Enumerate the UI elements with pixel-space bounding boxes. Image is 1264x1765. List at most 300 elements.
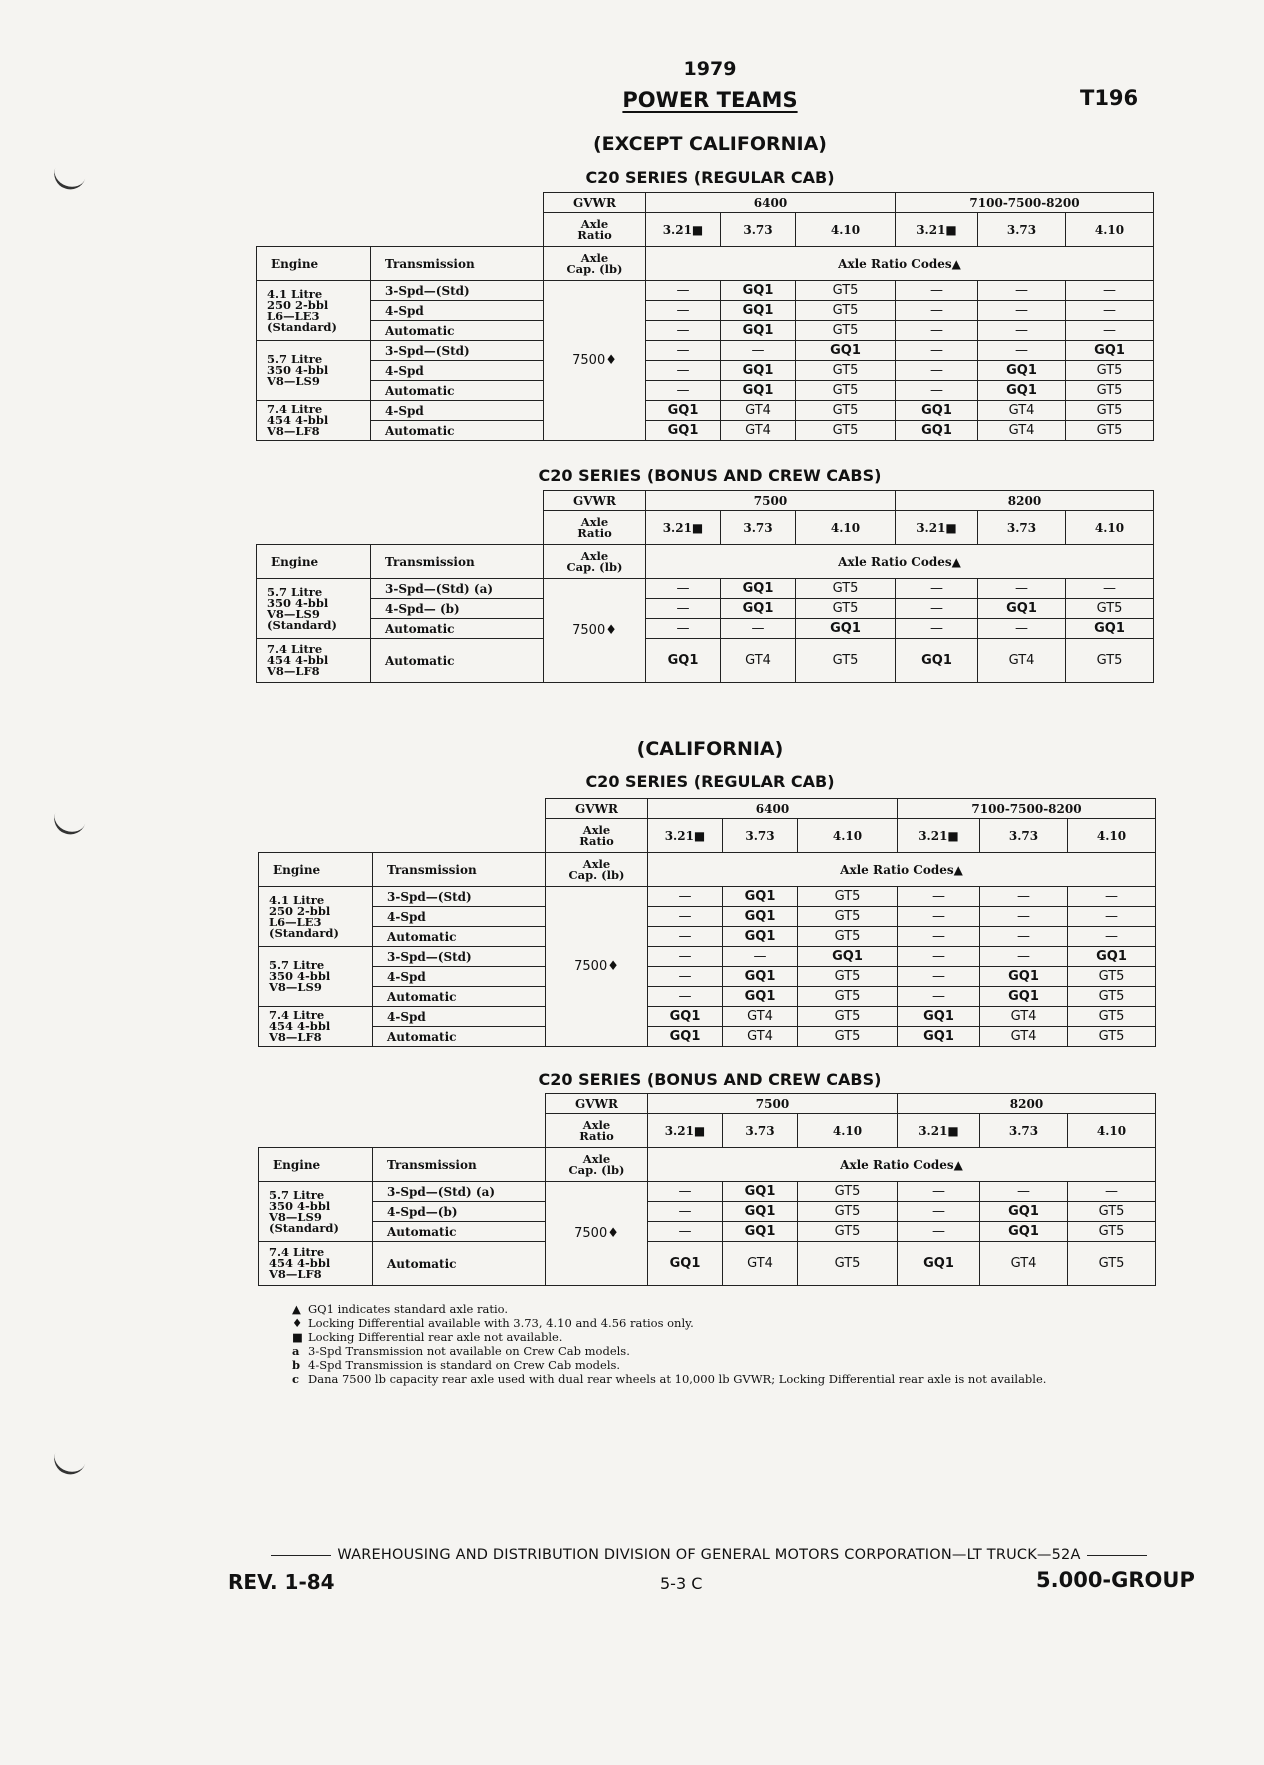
gvwr-group: 7500 xyxy=(646,491,896,511)
axle-code-cell: GQ1 xyxy=(796,619,896,639)
axle-code-cell: — xyxy=(721,619,796,639)
axle-ratio-table xyxy=(258,1093,1156,1286)
axle-code-cell: — xyxy=(898,987,980,1007)
axle-code-cell: GQ1 xyxy=(648,1027,723,1047)
transmission-cell: Automatic xyxy=(371,321,544,341)
transmission-cell: 3-Spd—(Std) xyxy=(373,887,546,907)
engine-cell xyxy=(257,281,371,341)
table-row xyxy=(257,401,1154,421)
axle-cap-label-line: Axle xyxy=(580,548,609,563)
table-row xyxy=(257,619,1154,639)
blank-cell xyxy=(259,799,546,819)
engine-line: V8—LS9 xyxy=(269,980,322,994)
axle-ratio-value: 4.10 xyxy=(1066,213,1154,247)
table-row xyxy=(257,281,1154,301)
page-title-text: POWER TEAMS xyxy=(622,88,798,112)
axle-code-cell: GT5 xyxy=(798,927,898,947)
gvwr-group: 8200 xyxy=(898,1094,1156,1114)
axle-code-cell: GQ1 xyxy=(898,1007,980,1027)
transmission-cell: Automatic xyxy=(371,381,544,401)
axle-code-cell: GT5 xyxy=(1066,361,1154,381)
page-title xyxy=(560,88,860,112)
axle-cap-label xyxy=(546,1148,648,1182)
axle-code-cell: GQ1 xyxy=(721,361,796,381)
footnote-symbol: a xyxy=(292,1344,300,1358)
axle-capacity-cell: 7500♦ xyxy=(546,1182,648,1286)
transmission-cell: Automatic xyxy=(373,1242,546,1286)
gvwr-label: GVWR xyxy=(546,1094,648,1114)
axle-code-cell: GQ1 xyxy=(798,947,898,967)
axle-code-cell: GQ1 xyxy=(723,1222,798,1242)
engine-line: 7.4 Litre xyxy=(267,642,323,656)
axle-code-cell: GQ1 xyxy=(723,987,798,1007)
engine-line: V8—LF8 xyxy=(267,664,320,678)
gvwr-group: 7100-7500-8200 xyxy=(896,193,1154,213)
table-title: C20 SERIES (BONUS AND CREW CABS) xyxy=(538,1070,882,1089)
axle-code-cell: GQ1 xyxy=(1066,341,1154,361)
axle-code-cell: — xyxy=(898,967,980,987)
axle-code-cell: GQ1 xyxy=(980,1202,1068,1222)
axle-code-cell: GQ1 xyxy=(721,579,796,599)
engine-line: 5.7 Litre xyxy=(269,1187,325,1202)
axle-code-cell: GQ1 xyxy=(1068,947,1156,967)
axle-ratio-table xyxy=(256,490,1154,683)
blank-cell xyxy=(257,511,544,545)
footnote-symbol: ▲ xyxy=(292,1302,301,1316)
transmission-cell: Automatic xyxy=(373,1027,546,1047)
axle-code-cell: GT5 xyxy=(1066,401,1154,421)
axle-ratio-label-line: Axle xyxy=(580,514,609,529)
axle-ratio-value: 3.73 xyxy=(978,511,1066,545)
axle-code-cell: — xyxy=(980,887,1068,907)
axle-code-cell: — xyxy=(896,341,978,361)
axle-code-cell: GT4 xyxy=(721,421,796,441)
axle-ratio-value: 4.10 xyxy=(796,511,896,545)
axle-cap-label xyxy=(546,853,648,887)
axle-code-cell: — xyxy=(646,281,721,301)
axle-ratio-label-line: Axle xyxy=(580,216,609,231)
axle-code-cell: GT4 xyxy=(978,401,1066,421)
punch-mark xyxy=(50,165,87,194)
page-code: T196 xyxy=(1080,86,1139,110)
axle-ratio-value: 3.21■ xyxy=(648,819,723,853)
engine-line: 7.4 Litre xyxy=(269,1008,325,1022)
axle-code-cell: — xyxy=(1068,887,1156,907)
axle-code-cell: GT5 xyxy=(796,321,896,341)
engine-line: 5.7 Litre xyxy=(269,958,325,972)
engine-line: V8—LS9 xyxy=(267,606,320,621)
revision-label: REV. 1-84 xyxy=(228,1570,335,1594)
axle-code-cell: GQ1 xyxy=(646,401,721,421)
axle-ratio-codes-header: Axle Ratio Codes▲ xyxy=(648,1148,1156,1182)
axle-code-cell: — xyxy=(646,619,721,639)
axle-code-cell: — xyxy=(980,907,1068,927)
column-header-row xyxy=(257,545,1154,579)
transmission-cell: Automatic xyxy=(373,1222,546,1242)
axle-code-cell: GQ1 xyxy=(896,401,978,421)
axle-code-cell: — xyxy=(1068,1182,1156,1202)
axle-code-cell: GT5 xyxy=(1068,1202,1156,1222)
axle-code-cell: — xyxy=(648,987,723,1007)
axle-code-cell: GT5 xyxy=(796,381,896,401)
table-row xyxy=(257,361,1154,381)
axle-ratio-table xyxy=(256,192,1154,441)
axle-ratio-label-line: Ratio xyxy=(577,227,612,242)
engine-line: 5.7 Litre xyxy=(267,584,323,599)
engine-line: 250 2-bbl xyxy=(267,297,329,312)
transmission-cell: 4-Spd xyxy=(373,907,546,927)
axle-ratio-value: 4.10 xyxy=(1068,819,1156,853)
axle-ratio-value: 4.10 xyxy=(796,213,896,247)
axle-code-cell: GT5 xyxy=(796,421,896,441)
axle-code-cell: — xyxy=(646,579,721,599)
axle-code-cell: — xyxy=(978,341,1066,361)
engine-cell xyxy=(257,639,371,683)
axle-code-cell: GT5 xyxy=(1066,639,1154,683)
footnote-symbol: ■ xyxy=(292,1330,303,1344)
table-title: C20 SERIES (REGULAR CAB) xyxy=(585,168,835,187)
engine-cell xyxy=(259,887,373,947)
axle-code-cell: — xyxy=(896,619,978,639)
axle-code-cell: GT5 xyxy=(1066,599,1154,619)
axle-cap-label-line: Cap. (lb) xyxy=(566,559,623,574)
transmission-cell: Automatic xyxy=(373,927,546,947)
axle-ratio-value: 4.10 xyxy=(1068,1114,1156,1148)
footnotes xyxy=(292,1302,1046,1386)
engine-header: Engine xyxy=(257,545,371,579)
axle-code-cell: GQ1 xyxy=(978,599,1066,619)
transmission-cell: 3-Spd—(Std) (a) xyxy=(371,579,544,599)
column-header-row xyxy=(257,247,1154,281)
table-row xyxy=(257,301,1154,321)
engine-line: L6—LE3 xyxy=(269,914,322,929)
table-row xyxy=(259,1027,1156,1047)
transmission-cell: 3-Spd—(Std) xyxy=(371,281,544,301)
axle-code-cell: — xyxy=(898,907,980,927)
axle-code-cell: — xyxy=(646,361,721,381)
california-label: (CALIFORNIA) xyxy=(636,738,784,760)
engine-line: L6—LE3 xyxy=(267,308,320,323)
axle-code-cell: GT4 xyxy=(723,1027,798,1047)
transmission-cell: 4-Spd xyxy=(371,361,544,381)
axle-code-cell: GQ1 xyxy=(978,361,1066,381)
axle-ratio-value: 3.21■ xyxy=(648,1114,723,1148)
footnote xyxy=(292,1358,1046,1372)
gvwr-row xyxy=(257,193,1154,213)
transmission-cell: 4-Spd xyxy=(373,1007,546,1027)
axle-code-cell: — xyxy=(648,947,723,967)
axle-code-cell: GQ1 xyxy=(723,967,798,987)
axle-code-cell: GT5 xyxy=(798,1242,898,1286)
footnote-symbol: c xyxy=(292,1372,300,1386)
axle-code-cell: — xyxy=(648,1222,723,1242)
gvwr-label: GVWR xyxy=(544,491,646,511)
table-row xyxy=(259,1222,1156,1242)
axle-code-cell: GT5 xyxy=(796,599,896,619)
engine-cell xyxy=(257,579,371,639)
axle-code-cell: — xyxy=(978,301,1066,321)
axle-code-cell: GT5 xyxy=(796,639,896,683)
axle-code-cell: GT4 xyxy=(723,1007,798,1027)
table-row xyxy=(257,421,1154,441)
table-row xyxy=(257,381,1154,401)
blank-cell xyxy=(259,1094,546,1114)
axle-cap-label xyxy=(544,545,646,579)
axle-code-cell: GQ1 xyxy=(723,1182,798,1202)
table-row xyxy=(259,967,1156,987)
axle-code-cell: — xyxy=(646,599,721,619)
axle-code-cell: GQ1 xyxy=(980,967,1068,987)
axle-code-cell: — xyxy=(978,281,1066,301)
footer-division-line xyxy=(228,1547,1190,1563)
axle-code-cell: GT5 xyxy=(796,301,896,321)
gvwr-group: 6400 xyxy=(646,193,896,213)
year-heading: 1979 xyxy=(683,58,737,80)
axle-code-cell: GT5 xyxy=(798,1222,898,1242)
axle-code-cell: — xyxy=(898,1182,980,1202)
engine-line: 454 4-bbl xyxy=(267,413,329,427)
gvwr-row xyxy=(259,1094,1156,1114)
engine-line: 454 4-bbl xyxy=(267,653,329,667)
table-title: C20 SERIES (REGULAR CAB) xyxy=(585,772,835,791)
transmission-cell: 4-Spd xyxy=(371,301,544,321)
engine-line: (Standard) xyxy=(267,319,337,334)
engine-line: V8—LS9 xyxy=(267,374,320,388)
axle-ratio-value: 3.73 xyxy=(978,213,1066,247)
axle-ratio-row xyxy=(257,511,1154,545)
axle-code-cell: — xyxy=(896,599,978,619)
engine-line: (Standard) xyxy=(269,1220,339,1235)
engine-header: Engine xyxy=(259,853,373,887)
axle-code-cell: GT5 xyxy=(1068,987,1156,1007)
axle-code-cell: GT4 xyxy=(723,1242,798,1286)
axle-ratio-value: 4.10 xyxy=(798,819,898,853)
axle-code-cell: — xyxy=(898,1202,980,1222)
transmission-header: Transmission xyxy=(373,853,546,887)
axle-code-cell: — xyxy=(723,947,798,967)
axle-code-cell: GT5 xyxy=(796,579,896,599)
axle-ratio-value: 3.21■ xyxy=(646,511,721,545)
table-row xyxy=(259,1202,1156,1222)
axle-code-cell: GQ1 xyxy=(898,1242,980,1286)
gvwr-group: 6400 xyxy=(648,799,898,819)
axle-code-cell: GT5 xyxy=(1066,421,1154,441)
axle-ratio-value: 3.21■ xyxy=(646,213,721,247)
axle-code-cell: GT5 xyxy=(1068,1007,1156,1027)
axle-code-cell: — xyxy=(978,619,1066,639)
axle-code-cell: GT4 xyxy=(721,639,796,683)
axle-ratio-label xyxy=(544,511,646,545)
engine-line: 7.4 Litre xyxy=(267,402,323,416)
axle-cap-label-line: Axle xyxy=(582,856,611,871)
engine-header: Engine xyxy=(259,1148,373,1182)
axle-code-cell: — xyxy=(896,281,978,301)
engine-line: 5.7 Litre xyxy=(267,352,323,366)
engine-cell xyxy=(257,341,371,401)
axle-ratio-row xyxy=(259,819,1156,853)
axle-capacity-cell: 7500♦ xyxy=(544,281,646,441)
engine-cell xyxy=(257,401,371,441)
axle-ratio-codes-header: Axle Ratio Codes▲ xyxy=(646,545,1154,579)
axle-code-cell: GT5 xyxy=(798,1007,898,1027)
gvwr-row xyxy=(257,491,1154,511)
axle-code-cell: — xyxy=(646,301,721,321)
axle-code-cell: — xyxy=(1066,301,1154,321)
axle-code-cell: — xyxy=(648,1182,723,1202)
footnote-symbol: b xyxy=(292,1358,301,1372)
axle-code-cell: GT4 xyxy=(980,1027,1068,1047)
transmission-cell: Automatic xyxy=(371,639,544,683)
axle-code-cell: — xyxy=(898,887,980,907)
table-row xyxy=(259,947,1156,967)
table-row xyxy=(259,987,1156,1007)
footnote-text: Dana 7500 lb capacity rear axle used with dual rear wheels at 10,000 lb GVWR; Locking Differential rear axle is not available. xyxy=(308,1372,1047,1386)
axle-ratio-value: 4.10 xyxy=(1066,511,1154,545)
footer-rule xyxy=(1087,1555,1147,1556)
table-row xyxy=(257,599,1154,619)
engine-cell xyxy=(259,1242,373,1286)
axle-code-cell: — xyxy=(1066,281,1154,301)
axle-code-cell: — xyxy=(646,341,721,361)
engine-header: Engine xyxy=(257,247,371,281)
axle-code-cell: — xyxy=(896,579,978,599)
punch-mark xyxy=(50,1450,87,1479)
axle-code-cell: GT5 xyxy=(798,907,898,927)
axle-code-cell: — xyxy=(898,947,980,967)
footnote xyxy=(292,1344,1046,1358)
axle-code-cell: — xyxy=(896,321,978,341)
transmission-cell: 3-Spd—(Std) xyxy=(373,947,546,967)
axle-ratio-codes-header: Axle Ratio Codes▲ xyxy=(648,853,1156,887)
axle-code-cell: GQ1 xyxy=(796,341,896,361)
gvwr-group: 8200 xyxy=(896,491,1154,511)
axle-code-cell: GT5 xyxy=(798,967,898,987)
axle-code-cell: GT5 xyxy=(796,401,896,421)
axle-code-cell: — xyxy=(896,301,978,321)
engine-cell xyxy=(259,1007,373,1047)
table-row xyxy=(259,1007,1156,1027)
blank-cell xyxy=(257,213,544,247)
gvwr-label: GVWR xyxy=(544,193,646,213)
axle-code-cell: — xyxy=(648,927,723,947)
axle-code-cell: GT5 xyxy=(796,281,896,301)
axle-code-cell: GT5 xyxy=(1068,967,1156,987)
axle-code-cell: GQ1 xyxy=(721,301,796,321)
page-number: 5-3 C xyxy=(660,1574,703,1593)
engine-line: (Standard) xyxy=(267,617,337,632)
transmission-cell: Automatic xyxy=(373,987,546,1007)
gvwr-group: 7500 xyxy=(648,1094,898,1114)
engine-line: 350 4-bbl xyxy=(267,595,329,610)
axle-code-cell: GT5 xyxy=(798,1182,898,1202)
blank-cell xyxy=(257,193,544,213)
axle-code-cell: — xyxy=(646,381,721,401)
axle-code-cell: GQ1 xyxy=(723,887,798,907)
axle-ratio-value: 3.73 xyxy=(723,1114,798,1148)
footer-division-text: WAREHOUSING AND DISTRIBUTION DIVISION OF GENERAL MOTORS CORPORATION—LT TRUCK—52A xyxy=(337,1547,1081,1563)
axle-ratio-value: 3.21■ xyxy=(898,819,980,853)
footnote-text: Locking Differential rear axle not available. xyxy=(308,1330,563,1344)
axle-cap-label-line: Axle xyxy=(580,250,609,265)
axle-code-cell: GT4 xyxy=(978,639,1066,683)
axle-code-cell: — xyxy=(898,1222,980,1242)
engine-line: V8—LF8 xyxy=(269,1267,322,1281)
axle-code-cell: GT5 xyxy=(1068,1027,1156,1047)
axle-code-cell: GT5 xyxy=(796,361,896,381)
axle-code-cell: GQ1 xyxy=(723,907,798,927)
axle-ratio-label xyxy=(546,1114,648,1148)
table-row xyxy=(259,1182,1156,1202)
axle-ratio-row xyxy=(257,213,1154,247)
axle-code-cell: GQ1 xyxy=(646,421,721,441)
axle-cap-label xyxy=(544,247,646,281)
axle-code-cell: GQ1 xyxy=(898,1027,980,1047)
axle-ratio-label-line: Ratio xyxy=(577,525,612,540)
blank-cell xyxy=(257,491,544,511)
footnote-text: Locking Differential available with 3.73, 4.10 and 4.56 ratios only. xyxy=(308,1316,694,1330)
engine-line: V8—LF8 xyxy=(267,424,320,438)
axle-code-cell: GT5 xyxy=(798,1202,898,1222)
column-header-row xyxy=(259,1148,1156,1182)
axle-code-cell: GT4 xyxy=(978,421,1066,441)
engine-line: 350 4-bbl xyxy=(269,969,331,983)
axle-ratio-label-line: Axle xyxy=(582,822,611,837)
axle-cap-label-line: Cap. (lb) xyxy=(568,867,625,882)
table-row xyxy=(259,1242,1156,1286)
axle-code-cell: — xyxy=(646,321,721,341)
axle-code-cell: GQ1 xyxy=(723,1202,798,1222)
footnote xyxy=(292,1302,1046,1316)
gvwr-group: 7100-7500-8200 xyxy=(898,799,1156,819)
axle-code-cell: GT5 xyxy=(798,987,898,1007)
engine-cell xyxy=(259,1182,373,1242)
transmission-cell: 3-Spd—(Std) (a) xyxy=(373,1182,546,1202)
transmission-cell: 4-Spd— (b) xyxy=(371,599,544,619)
axle-capacity-cell: 7500♦ xyxy=(544,579,646,683)
table-row xyxy=(257,321,1154,341)
footnote-symbol: ♦ xyxy=(292,1316,303,1330)
axle-ratio-label-line: Ratio xyxy=(579,833,614,848)
axle-code-cell: GQ1 xyxy=(721,281,796,301)
axle-code-cell: — xyxy=(978,321,1066,341)
engine-line: 250 2-bbl xyxy=(269,903,331,918)
blank-cell xyxy=(259,819,546,853)
engine-line: 350 4-bbl xyxy=(269,1198,331,1213)
axle-ratio-label xyxy=(544,213,646,247)
column-header-row xyxy=(259,853,1156,887)
table-title: C20 SERIES (BONUS AND CREW CABS) xyxy=(538,466,882,485)
engine-cell xyxy=(259,947,373,1007)
axle-code-cell: — xyxy=(1066,579,1154,599)
axle-code-cell: GQ1 xyxy=(648,1242,723,1286)
axle-ratio-value: 3.21■ xyxy=(898,1114,980,1148)
except-california-label: (EXCEPT CALIFORNIA) xyxy=(592,133,827,155)
axle-cap-label-line: Cap. (lb) xyxy=(568,1162,625,1177)
axle-code-cell: GQ1 xyxy=(646,639,721,683)
axle-code-cell: GT5 xyxy=(798,887,898,907)
engine-line: 350 4-bbl xyxy=(267,363,329,377)
axle-code-cell: — xyxy=(980,947,1068,967)
engine-line: V8—LS9 xyxy=(269,1209,322,1224)
table-row xyxy=(257,579,1154,599)
axle-code-cell: — xyxy=(1066,321,1154,341)
engine-line: 4.1 Litre xyxy=(267,286,323,301)
table-row xyxy=(257,639,1154,683)
axle-code-cell: GQ1 xyxy=(723,927,798,947)
axle-cap-label-line: Cap. (lb) xyxy=(566,261,623,276)
axle-code-cell: GT4 xyxy=(980,1242,1068,1286)
axle-code-cell: — xyxy=(648,1202,723,1222)
